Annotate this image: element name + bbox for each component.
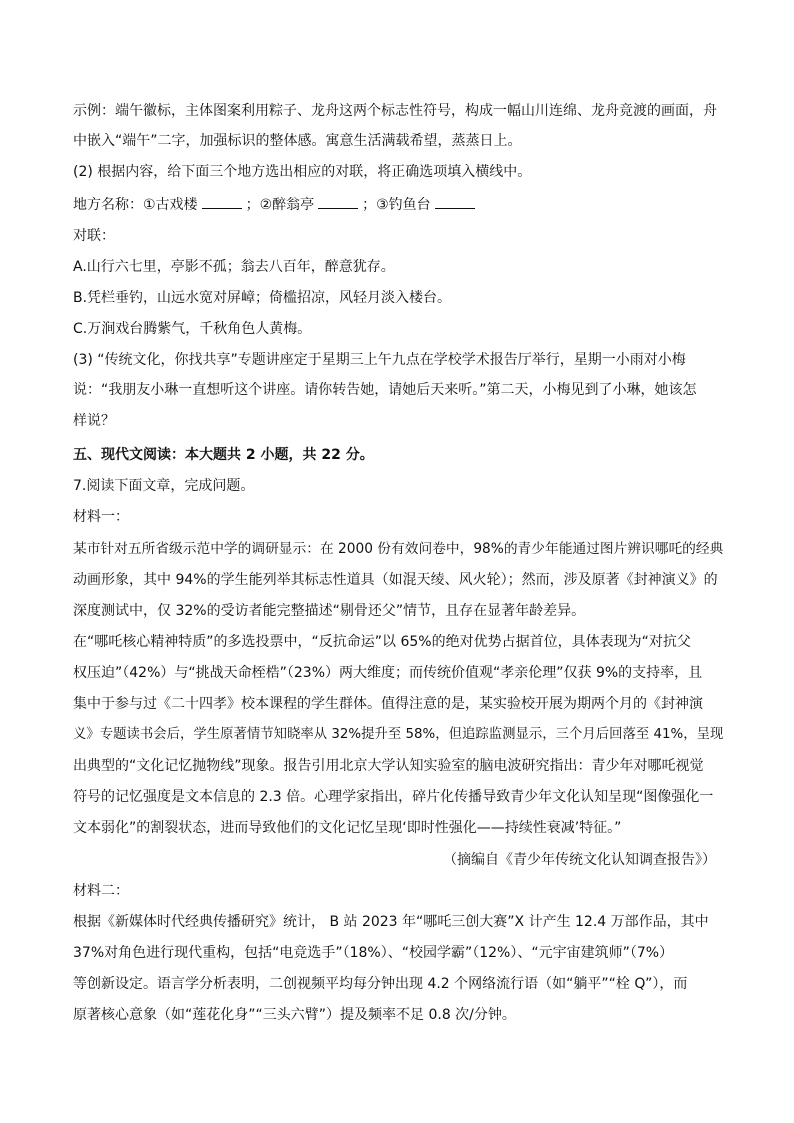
place-3: ③钓鱼台 <box>376 197 431 213</box>
source-citation: （摘编自《青少年传统文化认知调查报告》） <box>443 852 716 868</box>
text-line: (2) 根据内容，给下面三个地方选出相应的对联，将正确选项填入横线中。 <box>73 164 532 180</box>
text-line: 示例：端午徽标，主体图案利用粽子、龙舟这两个标志性符号，构成一幅山川连绵、龙舟竞渡的画面，舟 <box>73 103 717 119</box>
text-line: 在“哪吒核心精神特质”的多选投票中，“反抗命运”以 65%的绝对优势占据首位，具体表现为“对抗父 <box>73 634 691 650</box>
text-line: 等创新设定。语言学分析表明，二创视频平均每分钟出现 4.2 个网络流行语（如“躺平”“栓 Q”），而 <box>73 976 688 992</box>
text-line: 根据《新媒体时代经典传播研究》统计， B 站 2023 年“哪吒三创大赛”X 计产生 12.4 万部作品，其中 <box>73 914 709 930</box>
text-line: 中嵌入“端午”二字，加强标识的整体感。寓意生活满载希望，蒸蒸日上。 <box>73 133 522 149</box>
text-line: 样说？ <box>73 413 115 429</box>
answer-blank-1[interactable] <box>202 194 242 209</box>
text-line: 动画形象，其中 94%的学生能列举其标志性道具（如混天绫、风火轮）；然而，涉及原著《封神演义》的 <box>73 572 718 588</box>
separator: ； <box>362 197 377 213</box>
material-heading: 材料一： <box>73 509 129 525</box>
place-1: ①古戏楼 <box>143 197 198 213</box>
text-line: 某市针对五所省级示范中学的调研显示：在 2000 份有效问卷中，98%的青少年能通过图片辨识哪吒的经典 <box>73 541 724 557</box>
separator: ； <box>245 197 260 213</box>
material-heading: 材料二： <box>73 883 129 899</box>
text-line: 权压迫”（42%）与“挑战天命桎梏”（23%）两大维度；而传统价值观“孝亲伦理”仅获 9%的支持率，且 <box>73 665 703 681</box>
text-line: 原著核心意象（如“莲花化身”“三头六臂”）提及频率不足 0.8 次/分钟。 <box>73 1007 516 1023</box>
place-name-line <box>73 194 479 215</box>
couplet-a: A.山行六七里，亭影不孤；翁去八百年，醉意犹存。 <box>73 259 395 275</box>
place-2: ②醉翁亭 <box>259 197 315 213</box>
text-line: 文本弱化”的割裂状态，进而导致他们的文化记忆呈现‘即时性强化——持续性衰减’特征。” <box>73 820 622 836</box>
section-heading: 五、现代文阅读：本大题共 2 小题，共 22 分。 <box>73 447 374 463</box>
text-line: 集中于参与过《二十四孝》校本课程的学生群体。值得注意的是，某实验校开展为期两个月的《封神演 <box>73 696 703 712</box>
couplet-b: B.凭栏垂钓，山远水宽对屏嶂；倚槛招凉，风轻月淡入楼台。 <box>73 290 452 306</box>
question-heading: 7.阅读下面文章，完成问题。 <box>73 478 255 494</box>
answer-blank-3[interactable] <box>435 194 475 209</box>
place-label: 地方名称： <box>73 197 143 213</box>
text-line: 符号的记忆强度是文本信息的 2.3 倍。心理学家指出，碎片化传播导致青少年文化认知呈现“图像强化一 <box>73 789 714 805</box>
text-line: 出典型的“文化记忆抛物线”现象。报告引用北京大学认知实验室的脑电波研究指出：青少年对哪吒视觉 <box>73 758 704 774</box>
text-line: 说：“我朋友小琳一直想听这个讲座。请你转告她，请她后天来听。”第二天，小梅见到了小琳，她该怎 <box>73 382 697 398</box>
text-line: (3) “传统文化，你找共享”专题讲座定于星期三上午九点在学校学术报告厅举行，星期一小雨对小梅 <box>73 352 686 368</box>
text-line: 义》专题读书会后，学生原著情节知晓率从 32%提升至 58%，但追踪监测显示，三个月后回落至 41%，呈现 <box>73 727 724 742</box>
text-line: 深度测试中，仅 32%的受访者能完整描述“剔骨还父”情节，且存在显著年龄差异。 <box>73 603 586 619</box>
answer-blank-2[interactable] <box>318 194 358 209</box>
couplet-c: C.万涧戏台腾紫气，千秋角色人黄梅。 <box>73 321 312 337</box>
text-line: 37%对角色进行现代重构，包括“电竞选手”（18%）、“校园学霸”（12%）、“元宇宙建筑师”（7%） <box>73 945 674 961</box>
text-line: 对联： <box>73 228 115 244</box>
